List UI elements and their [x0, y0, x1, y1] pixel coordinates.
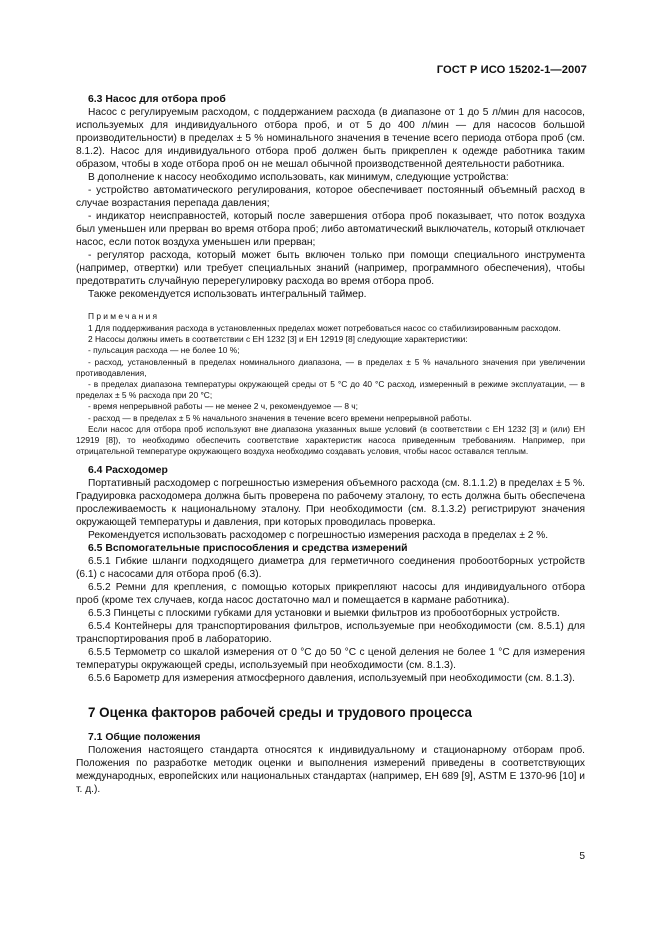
page-number: 5 — [579, 851, 585, 862]
page-content — [76, 93, 585, 796]
chapter-heading-7: 7 Оценка факторов рабочей среды и трудового процесса — [88, 705, 472, 721]
section-heading-6-3: 6.3 Насос для отбора проб — [88, 94, 226, 105]
note: 1 Для поддерживания расхода в установленных пределах может потребоваться насос со стабилизированным расходом. — [88, 323, 561, 333]
paragraph: 6.5.4 Контейнеры для транспортирования фильтров, используемые при необходимости (см. 8.5.1) для транспортирования проб в лабораторию. — [76, 621, 585, 646]
note-list-item: - пульсация расхода — не более 10 %; — [88, 345, 240, 356]
section-heading-7-1: 7.1 Общие положения — [88, 732, 201, 744]
note-list-item: - в пределах диапазона температуры окружающей среды от 5 °С до 40 °С расход, измеренный в режиме эксплуатации, — в пределах ± 5 % расхода при 20 °С; — [76, 379, 585, 401]
section-heading-6-4: 6.4 Расходомер — [88, 465, 168, 477]
paragraph: 6.5.2 Ремни для крепления, с помощью которых прикрепляют насосы для индивидуального отбора проб (кроме тех случаев, когда насос достаточно мал и помещается в кармане работника). — [76, 582, 585, 607]
note: Если насос для отбора проб используют вне диапазона указанных выше условий (в соответствии с ЕН 1232 [3] и (или) ЕН 12919 [8]), то необходимо обеспечить соответствие характеристик насоса приведенным требованиям. Например, при отрицательной температуре окружающего воздуха необходимо создавать условия, чтобы насос оставался теплым. — [76, 423, 585, 457]
note-list-item: - расход, установленный в пределах номинального диапазона, — в пределах ± 5 % начального значения при увеличении противодавления, — [76, 356, 585, 378]
notes-heading: Примечания — [88, 311, 160, 321]
list-item: - устройство автоматического регулирования, которое обеспечивает постоянный объемный расход в случае возрастания перепада давления; — [76, 185, 585, 209]
section-heading-6-5: 6.5 Вспомогательные приспособления и средства измерений — [88, 543, 408, 555]
note-list-item: - расход — в пределах ± 5 % начального значения в течение всего времени непрерывной работы. — [88, 412, 472, 423]
paragraph: Положения настоящего стандарта относятся к индивидуальному и стационарному отборам проб. Положения по разработке методик оценки и выполнения измерений приведены в соответствующих международных, европейских или национальных стандартах (например, ЕН 689 [9], ASTM E 1370-96 [10] и т. д.). — [76, 745, 585, 796]
note-list-item: - время непрерывной работы — не менее 2 ч, рекомендуемое — 8 ч; — [88, 401, 358, 412]
paragraph: Также рекомендуется использовать интегральный таймер. — [88, 289, 367, 300]
paragraph: 6.5.3 Пинцеты с плоскими губками для установки и выемки фильтров из пробоотборных устройств. — [88, 608, 560, 620]
paragraph: 6.5.1 Гибкие шланги подходящего диаметра для герметичного соединения пробоотборных устройств (6.1) с насосами для отбора проб (6.3). — [76, 556, 585, 581]
note: 2 Насосы должны иметь в соответствии с ЕН 1232 [3] и ЕН 12919 [8] следующие характеристики: — [88, 334, 468, 345]
paragraph: Рекомендуется использовать расходомер с погрешностью измерения расхода в пределах ± 2 %. — [88, 530, 549, 542]
paragraph: В дополнение к насосу необходимо использовать, как минимум, следующие устройства: — [88, 172, 509, 183]
paragraph: 6.5.6 Барометр для измерения атмосферного давления, используемый при необходимости (см. 8.1.3). — [88, 673, 575, 685]
list-item: - индикатор неисправностей, который после завершения отбора проб показывает, что поток воздуха был уменьшен или прерван во время отбора проб; либо автоматический выключатель, который отключает насос, если поток воздуха уменьшен или прерван; — [76, 211, 585, 248]
list-item: - регулятор расхода, который может быть включен только при помощи специального инструмента (например, отвертки) или требует специальных знаний (например, программного обеспечения), чтобы предотвратить случайную перерегулировку расхода во время отбора проб. — [76, 250, 585, 287]
document-code: ГОСТ Р ИСО 15202-1—2007 — [436, 64, 587, 76]
paragraph: 6.5.5 Термометр со шкалой измерения от 0 °С до 50 °С с ценой деления не более 1 °С для измерения температуры окружающей среды, используемый при необходимости (см. 8.1.3). — [76, 647, 585, 672]
paragraph: Портативный расходомер с погрешностью измерения объемного расхода (см. 8.1.1.2) в пределах ± 5 %. Градуировка расходомера должна быть проверена по рабочему эталону, то есть должна быть обеспечена прослеживаемость к национальному эталону. При необходимости (см. 8.1.3.2) регистрируют значения окружающей температуры и давления, при которых проводилась проверка. — [76, 478, 585, 529]
paragraph: Насос с регулируемым расходом, с поддержанием расхода (в диапазоне от 1 до 5 л/мин для насосов, используемых для индивидуального отбора проб, и от 5 до 400 л/мин — для насосов большой производительности) в пределах ± 5 % номинального значения в течение всего периода отбора проб (см. 8.1.2). Насос для индивидуального отбора проб должен быть прикреплен к одежде работника таким образом, чтобы в ходе отбора проб он не мешал обычной производственной деятельности работника. — [76, 107, 585, 170]
